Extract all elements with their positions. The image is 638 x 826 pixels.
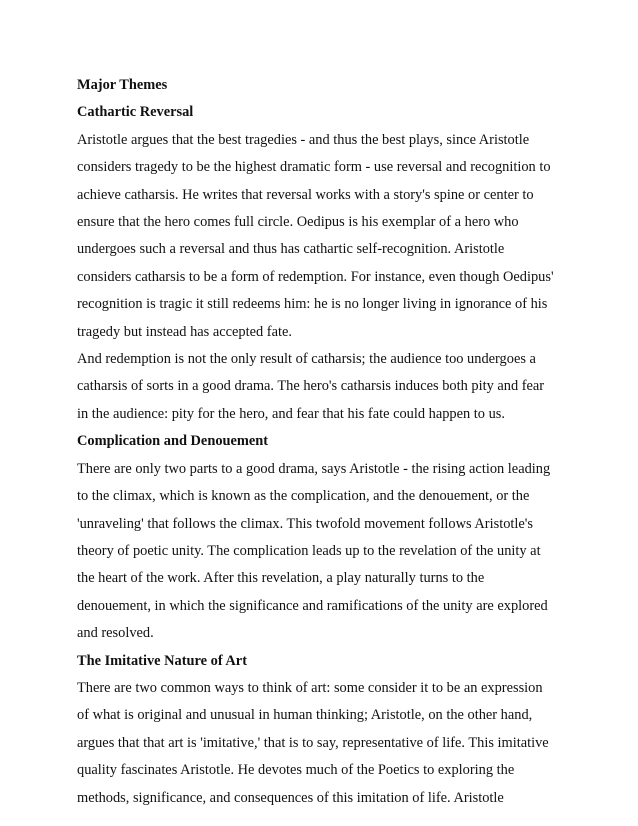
paragraph [77, 675, 577, 812]
text-line: in the audience: pity for the hero, and fear that his fate could happen to us. [77, 405, 505, 422]
text-line: tragedy but instead has accepted fate. [77, 323, 292, 340]
text-line: to the climax, which is known as the complication, and the denouement, or the [77, 488, 530, 505]
text-line: And redemption is not the only result of catharsis; the audience too undergoes a [77, 351, 536, 368]
text-line: methods, significance, and consequences of this imitation of life. Aristotle [77, 789, 504, 806]
text-line: undergoes such a reversal and thus has cathartic self-recognition. Aristotle [77, 241, 505, 258]
text-line: 'unraveling' that follows the climax. This twofold movement follows Aristotle's [77, 515, 533, 532]
section-heading-cathartic-reversal: Cathartic Reversal [77, 104, 194, 121]
text-line: theory of poetic unity. The complication leads up to the revelation of the unity at [77, 542, 541, 559]
text-line: of what is original and unusual in human thinking; Aristotle, on the other hand, [77, 707, 533, 724]
text-line: considers catharsis to be a form of redemption. For instance, even though Oedipus' [77, 268, 554, 285]
text-line: catharsis of sorts in a good drama. The hero's catharsis induces both pity and fear [77, 378, 545, 395]
text-line: Aristotle argues that the best tragedies - and thus the best plays, since Aristotle [77, 131, 530, 148]
section-heading-complication-and-denouement: Complication and Denouement [77, 433, 269, 450]
text-line: and resolved. [77, 625, 154, 642]
paragraph [77, 127, 577, 346]
text-line: There are two common ways to think of art: some consider it to be an expression [77, 679, 543, 696]
section-heading-imitative-nature-of-art: The Imitative Nature of Art [77, 652, 247, 669]
text-line: There are only two parts to a good drama, says Aristotle - the rising action leading [77, 460, 551, 477]
text-line: ensure that the hero comes full circle. Oedipus is his exemplar of a hero who [77, 214, 519, 231]
paragraph [77, 346, 577, 428]
document-title: Major Themes [77, 77, 168, 93]
text-line: achieve catharsis. He writes that reversal works with a story's spine or center to [77, 186, 534, 203]
text-line: quality fascinates Aristotle. He devotes much of the Poetics to exploring the [77, 762, 515, 779]
text-line: argues that that art is 'imitative,' that is to say, representative of life. This imitative [77, 734, 549, 751]
document-body [77, 72, 577, 812]
paragraph [77, 456, 577, 648]
text-line: recognition is tragic it still redeems him: he is no longer living in ignorance of his [77, 296, 548, 313]
text-line: denouement, in which the significance and ramifications of the unity are explored [77, 597, 548, 614]
text-line: considers tragedy to be the highest dramatic form - use reversal and recognition to [77, 159, 551, 176]
text-line: the heart of the work. After this revelation, a play naturally turns to the [77, 570, 485, 587]
